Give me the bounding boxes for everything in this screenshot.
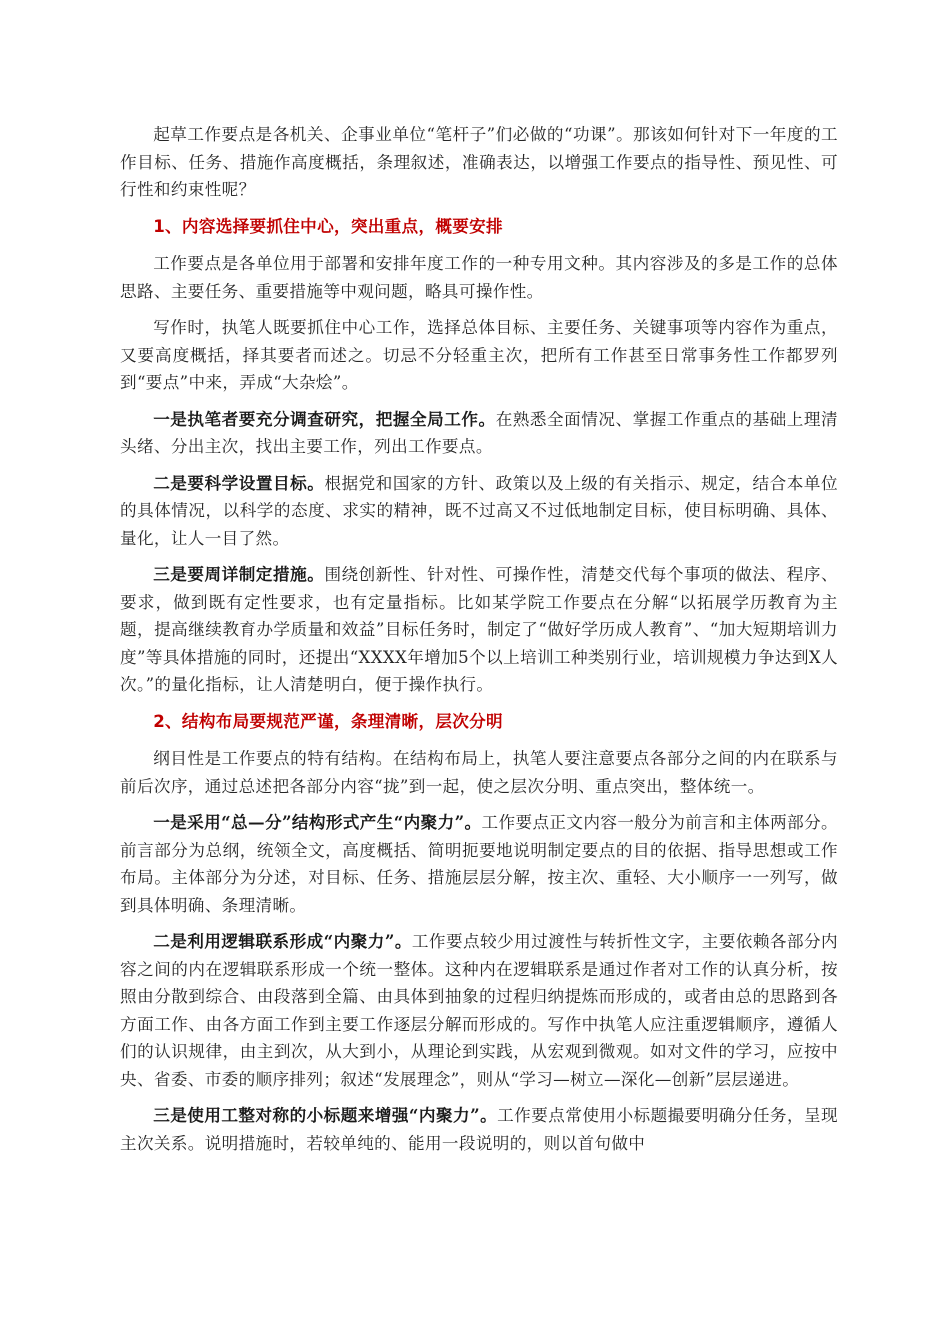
intro-paragraph: 起草工作要点是各机关、企事业单位“笔杆子”们必做的“功课”。那该如何针对下一年度的工作目标、任务、措施作高度概括，条理叙述，准确表达，以增强工作要点的指导性、预见性、可行性和约束性呢？ [120,125,838,199]
point-two-text: 根据党和国家的方针、政策以及上级的有关指示、规定，结合本单位的具体情况，以科学的态度、求实的精神，既不过高又不过低地制定目标，使目标明确、具体、量化，让人一目了然。 [120,473,838,548]
structure-point-three-lead: 三是使用工整对称的小标题来增强“内聚力”。 [153,1105,498,1125]
section-2-paragraph-2 [120,809,838,919]
section-1-paragraph-3 [120,406,838,461]
structure-point-two-lead: 二是利用逻辑联系形成“内聚力”。 [153,931,412,951]
document-page [120,121,838,1166]
section-1-paragraph-2: 写作时，执笔人既要抓住中心工作，选择总体目标、主要任务、关键事项等内容作为重点，又要高度概括，择其要者而述之。切忌不分轻重主次，把所有工作甚至日常事务性工作都罗列到“要点”中来，弄成“大杂烩”。 [120,318,838,392]
point-one-lead: 一是执笔者要充分调查研究，把握全局工作。 [153,408,496,429]
section-1-paragraph-5 [120,561,838,699]
section-2-paragraph-4 [120,1102,838,1157]
point-two-lead: 二是要科学设置目标。 [153,472,325,493]
structure-point-three-text: 工作要点常使用小标题撮要明确分任务，呈现主次关系。说明措施时，若较单纯的、能用一段说明的，则以首句做中 [120,1106,838,1153]
point-three-text: 围绕创新性、针对性、可操作性，清楚交代每个事项的做法、程序、要求，做到既有定性要求，也有定量指标。比如某学院工作要点在分解“以拓展学历教育为主题，提高继续教育办学质量和效益”目标任务时，制定了“做好学历成人教育”、“加大短期培训力度”等具体措施的同时，还提出“XXXX年增加5个以上培训工种类别行业，培训规模力争达到X人次。”的量化指标，让人清楚明白，便于操作执行。 [120,565,838,694]
point-three-lead: 三是要周详制定措施。 [153,564,325,584]
section-1-paragraph-4 [120,470,838,553]
structure-point-two-text: 工作要点较少用过渡性与转折性文字，主要依赖各部分内容之间的内在逻辑联系形成一个统一整体。这种内在逻辑联系是通过作者对工作的认真分析，按照由分散到综合、由段落到全篇、由具体到抽象的过程归纳提炼而形成的，或者由总的思路到各方面工作、由各方面工作到主要工作逐层分解而形成的。写作中执笔人应注重逻辑顺序，遵循人们的认识规律，由主到次，从大到小，从理论到实践，从宏观到微观。如对文件的学习，应按中央、省委、市委的顺序排列；叙述“发展理念”，则从“学习—树立—深化—创新”层层递进。 [120,932,838,1089]
section-2-heading: 2、结构布局要规范严谨，条理清晰，层次分明 [153,711,503,731]
structure-point-one-lead: 一是采用“总—分”结构形式产生“内聚力”。 [153,812,482,832]
point-one-text: 在熟悉全面情况、掌握工作重点的基础上理清头绪、分出主次，找出主要工作，列出工作要点。 [120,409,839,456]
section-1-paragraph-1: 工作要点是各单位用于部署和安排年度工作的一种专用文种。其内容涉及的多是工作的总体思路、主要任务、重要措施等中观问题，略具可操作性。 [120,254,838,301]
section-1-heading: 1、内容选择要抓住中心，突出重点，概要安排 [153,216,503,236]
section-2-paragraph-1: 纲目性是工作要点的特有结构。在结构布局上，执笔人要注意要点各部分之间的内在联系与前后次序，通过总述把各部分内容“拢”到一起，使之层次分明、重点突出，整体统一。 [120,749,838,796]
structure-point-one-text: 工作要点正文内容一般分为前言和主体两部分。前言部分为总纲，统领全文，高度概括、简明扼要地说明制定要点的目的依据、指导思想或工作布局。主体部分为分述，对目标、任务、措施层层分解，按主次、重轻、大小顺序一一列写，做到具体明确、条理清晰。 [120,813,838,915]
section-2-paragraph-3 [120,928,838,1093]
